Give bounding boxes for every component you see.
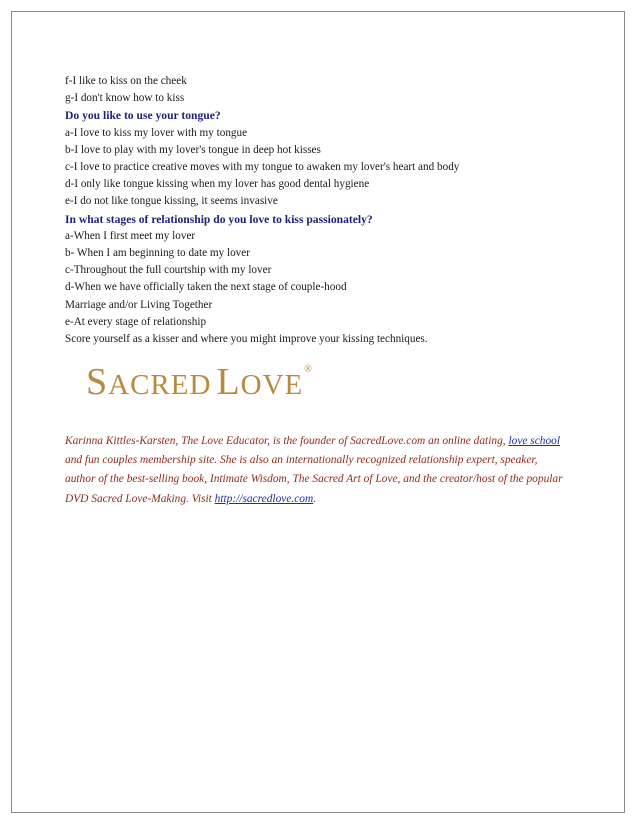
sacred-love-logo — [86, 360, 312, 402]
love-school-link[interactable]: love school — [508, 435, 561, 447]
answer-line: a-I love to kiss my lover with my tongue — [65, 126, 248, 139]
answer-line: c-Throughout the full courtship with my lover — [65, 264, 272, 277]
answer-line: d-I only like tongue kissing when my lover has good dental hygiene — [65, 178, 370, 191]
logo-initial-l: L — [216, 361, 241, 403]
question-heading: Do you like to use your tongue? — [65, 109, 221, 123]
bio-text: and fun couples membership site. She is also an internationally recognized relationship expert, speaker, author of the best-selling book, Intimate Wisdom, The Sacred Art of Love, and the creator/host of the popular DVD Sacred Love-Making. Visit — [65, 454, 563, 505]
answer-line: f-I like to kiss on the cheek — [65, 75, 187, 87]
answer-line: d-When we have officially taken the next stage of couple-hood — [65, 281, 347, 294]
bio-text: . — [313, 492, 317, 505]
bio-text: Karinna Kittles-Karsten, The Love Educator, is the founder of SacredLove.com an online dating, — [65, 435, 509, 447]
answer-line: c-I love to practice creative moves with my tongue to awaken my lover's heart and body — [65, 161, 460, 174]
answer-line: e-At every stage of relationship — [65, 315, 207, 328]
logo-initial-s: S — [86, 361, 109, 403]
questionnaire-content — [65, 73, 565, 348]
answer-line: a-When I first meet my lover — [65, 229, 196, 242]
closing-line: Score yourself as a kisser and where you might improve your kissing techniques. — [65, 333, 428, 346]
author-bio — [65, 432, 565, 509]
logo-word-ove: OVE — [240, 369, 304, 401]
sacredlove-url-link[interactable]: http://sacredlove.com — [214, 492, 314, 505]
answer-line: Marriage and/or Living Together — [65, 298, 213, 311]
answer-line: g-I don't know how to kiss — [65, 92, 185, 105]
registered-mark: ® — [304, 364, 313, 375]
logo-word-acred: ACRED — [108, 369, 212, 401]
answer-line: b-I love to play with my lover's tongue in deep hot kisses — [65, 143, 321, 156]
answer-line: b- When I am beginning to date my lover — [65, 247, 250, 260]
question-heading: In what stages of relationship do you love to kiss passionately? — [65, 212, 373, 226]
answer-line: e-I do not like tongue kissing, it seems invasive — [65, 195, 278, 208]
